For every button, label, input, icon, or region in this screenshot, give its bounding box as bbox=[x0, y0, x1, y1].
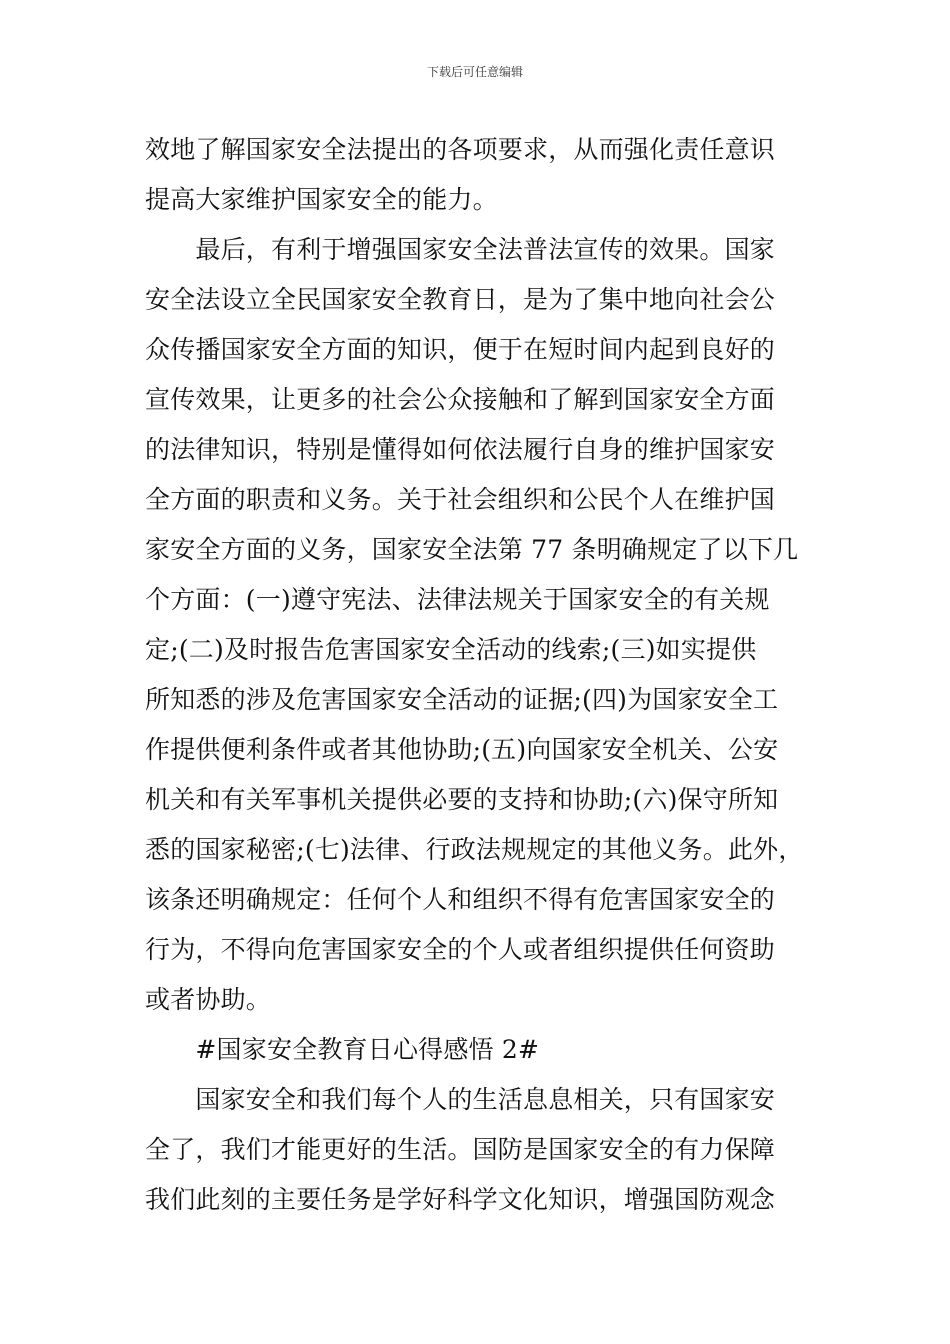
text-line: 众传播国家安全方面的知识，便于在短时间内起到良好的 bbox=[145, 335, 776, 364]
text-line: 全了，我们才能更好的生活。国防是国家安全的有力保障 bbox=[145, 1135, 776, 1164]
text-line: 该条还明确规定：任何个人和组织不得有危害国家安全的 bbox=[145, 885, 776, 914]
text-line: 定;(二)及时报告危害国家安全活动的线索;(三)如实提供 bbox=[145, 635, 757, 664]
text-line: 家安全方面的义务，国家安全法第 77 条明确规定了以下几 bbox=[145, 535, 799, 564]
text-line: 我们此刻的主要任务是学好科学文化知识，增强国防观念 bbox=[145, 1185, 776, 1214]
text-line: 全方面的职责和义务。关于社会组织和公民个人在维护国 bbox=[145, 485, 776, 514]
text-line: 效地了解国家安全法提出的各项要求，从而强化责任意识 bbox=[145, 135, 776, 164]
text-line: 国家安全和我们每个人的生活息息相关，只有国家安 bbox=[145, 1085, 776, 1114]
page-header: 下载后可任意编辑 bbox=[426, 65, 523, 79]
text-line: 悉的国家秘密;(七)法律、行政法规规定的其他义务。此外， bbox=[145, 835, 804, 864]
text-line: 个方面：(一)遵守宪法、法律法规关于国家安全的有关规 bbox=[145, 585, 770, 614]
text-line: 所知悉的涉及危害国家安全活动的证据;(四)为国家安全工 bbox=[145, 685, 779, 714]
text-line: 最后，有利于增强国家安全法普法宣传的效果。国家 bbox=[145, 235, 776, 264]
text-line: 安全法设立全民国家安全教育日，是为了集中地向社会公 bbox=[145, 285, 776, 314]
text-line: 的法律知识，特别是懂得如何依法履行自身的维护国家安 bbox=[145, 435, 776, 464]
text-line: 行为，不得向危害国家安全的个人或者组织提供任何资助 bbox=[145, 935, 776, 964]
text-line: 宣传效果，让更多的社会公众接触和了解到国家安全方面 bbox=[145, 385, 776, 414]
text-line: 作提供便利条件或者其他协助;(五)向国家安全机关、公安 bbox=[145, 735, 779, 764]
text-line: 提高大家维护国家安全的能力。 bbox=[145, 185, 498, 214]
section-heading: #国家安全教育日心得感悟 2# bbox=[145, 1035, 540, 1064]
document-body bbox=[145, 125, 811, 1225]
text-line: 机关和有关军事机关提供必要的支持和协助;(六)保守所知 bbox=[145, 785, 779, 814]
text-line: 或者协助。 bbox=[145, 985, 272, 1014]
